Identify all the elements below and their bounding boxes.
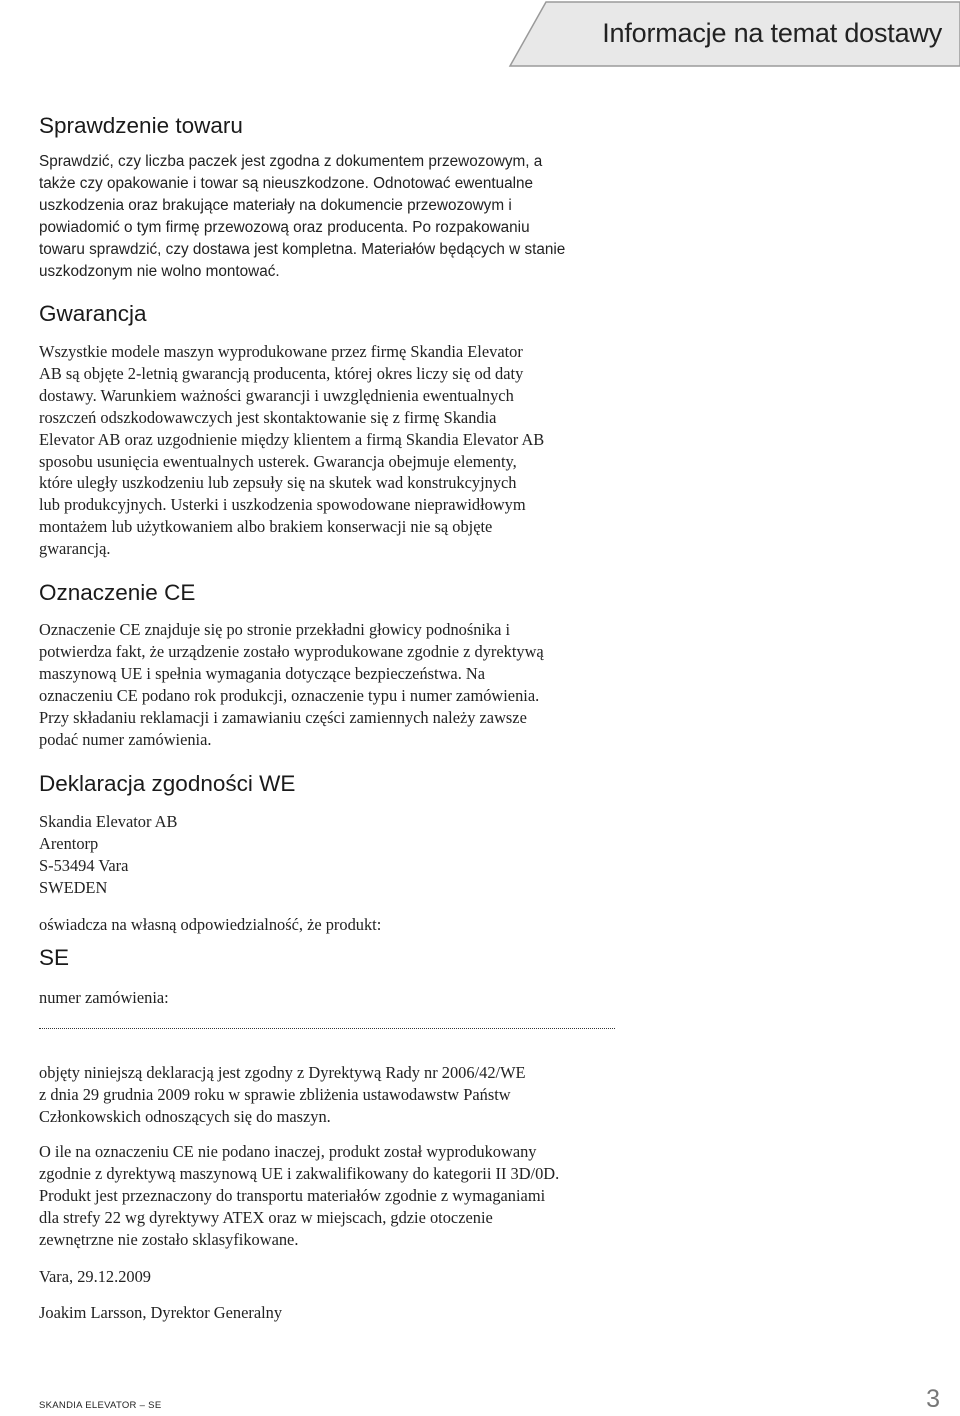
section-heading-warranty: Gwarancja <box>39 301 147 326</box>
page-header-title: Informacje na temat dostawy <box>602 18 942 48</box>
order-number-line <box>39 1028 615 1029</box>
manufacturer-address: Skandia Elevator AB Arentorp S-53494 Vara SWEDEN <box>39 812 178 897</box>
order-number-label: numer zamówienia: <box>39 988 169 1007</box>
page-number: 3 <box>926 1385 940 1413</box>
declaration-statement: oświadcza na własną odpowiedzialność, że produkt: <box>39 915 382 934</box>
ce-category-text: O ile na oznaczeniu CE nie podano inaczej, produkt został wyprodukowany zgodnie z dyrektywą maszynową UE i zakwalifikowany do kategorii II 3D/0D. Produkt jest przeznaczony do transportu materiałów zgodnie z wymaganiami dla strefy 22 wg dyrektywy ATEX oraz w miejscach, gdzie otoczenie zewnętrzne nie zostało sklasyfikowane. <box>39 1142 560 1249</box>
ce-mark-text: Oznaczenie CE znajduje się po stronie przekładni głowicy podnośnika i potwierdza fakt, że urządzenie zostało wyprodukowane zgodnie z dyrektywą maszynową UE i spełnia wymagania dotyczące bezpieczeństwa. Na oznaczeniu CE podano rok produkcji, oznaczenie typu i numer zamówienia. Przy składaniu reklamacji i zamawianiu części zamiennych należy zawsze podać numer zamówienia. <box>39 620 544 749</box>
header-bar <box>0 0 960 70</box>
warranty-text: Wszystkie modele maszyn wyprodukowane przez firmę Skandia Elevator AB są objęte 2-letnią gwarancją producenta, której okres liczy się od daty dostawy. Warunkiem ważności gwarancji i uwzględnienia ewentualnych roszczeń odszkodowawczych jest skontaktowanie się z firmę Skandia Elevator AB oraz uzgodnienie między klientem a firmą Skandia Elevator AB sposobu usunięcia ewentualnych usterek. Gwarancja obejmuje elementy, które uległy uszkodzeniu lub zepsuły się na skutek wad konstrukcyjnych lub produkcyjnych. Usterki i uszkodzenia spowodowane nieprawidłowym montażem lub użytkowaniem albo brakiem konserwacji nie są objęte gwarancją. <box>39 342 545 559</box>
footer-label: SKANDIA ELEVATOR – SE <box>39 1400 162 1411</box>
signatory: Joakim Larsson, Dyrektor Generalny <box>39 1303 283 1322</box>
place-date: Vara, 29.12.2009 <box>39 1267 151 1286</box>
section-heading-inspection: Sprawdzenie towaru <box>39 113 243 138</box>
conformity-text: objęty niniejszą deklaracją jest zgodny z Dyrektywą Rady nr 2006/42/WE z dnia 29 grudnia 2009 roku w sprawie zbliżenia ustawodawstw Państw Członkowskich odnoszących się do maszyn. <box>39 1063 526 1126</box>
product-code: SE <box>39 945 70 970</box>
inspection-text: Sprawdzić, czy liczba paczek jest zgodna z dokumentem przewozowym, a także czy opakowanie i towar są nieuszkodzone. Odnotować ewentualne uszkodzenia oraz brakujące materiały na dokumencie przewozowym i powiadomić o tym firmę przewozową oraz producenta. Po rozpakowaniu towaru sprawdzić, czy dostawa jest kompletna. Materiałów będących w stanie uszkodzonym nie wolno montować. <box>39 153 566 280</box>
section-heading-ce-mark: Oznaczenie CE <box>39 580 196 605</box>
section-heading-declaration: Deklaracja zgodności WE <box>39 771 296 796</box>
